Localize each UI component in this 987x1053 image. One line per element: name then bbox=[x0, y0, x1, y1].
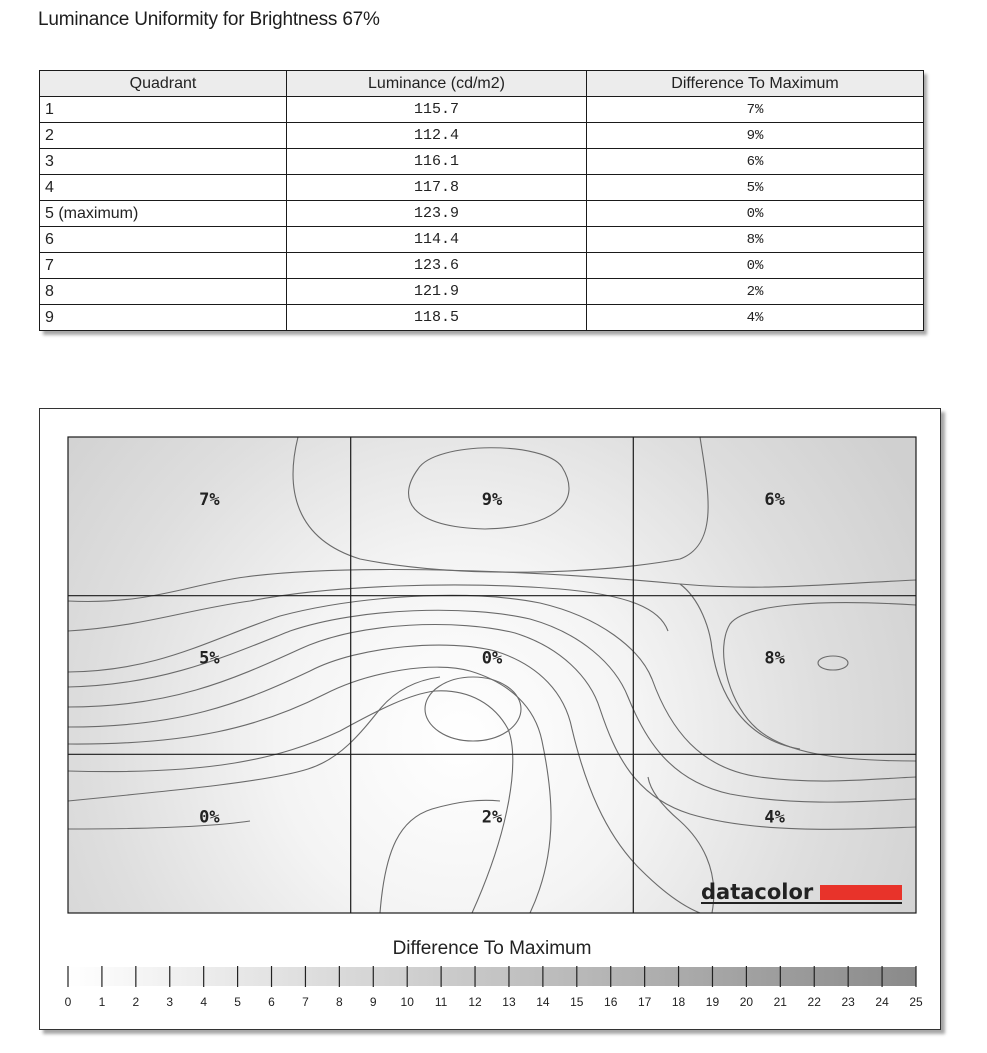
cell-quadrant: 6 bbox=[40, 227, 287, 253]
table-row bbox=[40, 227, 924, 253]
legend-tick-label: 20 bbox=[739, 995, 754, 1009]
cell-quadrant: 9 bbox=[40, 305, 287, 331]
legend-tick-label: 18 bbox=[671, 995, 686, 1009]
legend-tick-label: 24 bbox=[875, 995, 889, 1009]
luminance-table bbox=[39, 70, 924, 331]
cell-luminance: 112.4 bbox=[287, 123, 587, 149]
logo-text: datacolor bbox=[701, 880, 814, 904]
legend-tick-label: 10 bbox=[400, 995, 414, 1009]
cell-luminance: 123.9 bbox=[287, 201, 587, 227]
cell-luminance: 123.6 bbox=[287, 253, 587, 279]
cell-label: 9% bbox=[481, 490, 503, 510]
cell-difference: 5% bbox=[587, 175, 924, 201]
legend-tick-label: 16 bbox=[604, 995, 618, 1009]
table-row bbox=[40, 279, 924, 305]
cell-quadrant: 4 bbox=[40, 175, 287, 201]
cell-quadrant: 2 bbox=[40, 123, 287, 149]
cell-difference: 7% bbox=[587, 97, 924, 123]
cell-label: 0% bbox=[481, 648, 503, 669]
legend-tick-label: 25 bbox=[909, 995, 923, 1009]
table-row bbox=[40, 175, 924, 201]
legend-tick-label: 4 bbox=[200, 995, 208, 1009]
cell-label: 4% bbox=[764, 807, 785, 828]
legend-title: Difference To Maximum bbox=[392, 938, 592, 959]
cell-difference: 2% bbox=[587, 279, 924, 305]
legend-tick-label: 3 bbox=[166, 995, 174, 1009]
cell-luminance: 118.5 bbox=[287, 305, 587, 331]
luminance-table-container bbox=[39, 70, 923, 331]
cell-luminance: 117.8 bbox=[287, 175, 587, 201]
logo-bar bbox=[820, 885, 902, 900]
cell-quadrant: 5 (maximum) bbox=[40, 201, 287, 227]
legend-tick-label: 7 bbox=[302, 995, 309, 1009]
legend-tick-label: 13 bbox=[502, 995, 516, 1009]
legend-tick-label: 12 bbox=[468, 995, 482, 1009]
cell-luminance: 114.4 bbox=[287, 227, 587, 253]
cell-label: 8% bbox=[764, 648, 785, 669]
legend-tick-label: 5 bbox=[234, 995, 241, 1009]
column-header-difference: Difference To Maximum bbox=[587, 71, 924, 97]
column-header-quadrant: Quadrant bbox=[40, 71, 287, 97]
table-row bbox=[40, 123, 924, 149]
legend-tick-label: 14 bbox=[536, 995, 550, 1009]
cell-difference: 4% bbox=[587, 305, 924, 331]
cell-quadrant: 1 bbox=[40, 97, 287, 123]
cell-difference: 6% bbox=[587, 149, 924, 175]
cell-label: 2% bbox=[481, 807, 503, 828]
legend-tick-label: 2 bbox=[132, 995, 140, 1009]
cell-difference: 8% bbox=[587, 227, 924, 253]
legend-tick-label: 15 bbox=[570, 995, 584, 1009]
table-header-row bbox=[40, 71, 924, 97]
legend-tick-label: 21 bbox=[773, 995, 787, 1009]
column-header-luminance: Luminance (cd/m2) bbox=[287, 71, 587, 97]
cell-difference: 0% bbox=[587, 253, 924, 279]
cell-label: 0% bbox=[199, 807, 220, 828]
table-row bbox=[40, 149, 924, 175]
uniformity-contour-map bbox=[40, 409, 940, 1029]
page-title: Luminance Uniformity for Brightness 67% bbox=[38, 9, 380, 30]
legend-tick-label: 6 bbox=[268, 995, 275, 1009]
legend-tick-label: 19 bbox=[705, 995, 720, 1009]
cell-quadrant: 8 bbox=[40, 279, 287, 305]
legend-color-bar bbox=[68, 967, 916, 986]
legend-tick-label: 11 bbox=[434, 995, 448, 1009]
cell-luminance: 115.7 bbox=[287, 97, 587, 123]
table-row bbox=[40, 253, 924, 279]
cell-difference: 0% bbox=[587, 201, 924, 227]
cell-label: 7% bbox=[199, 490, 220, 510]
legend-tick-label: 17 bbox=[637, 995, 652, 1009]
table-row bbox=[40, 305, 924, 331]
legend-tick-label: 23 bbox=[841, 995, 855, 1009]
table-row bbox=[40, 201, 924, 227]
uniformity-map-panel bbox=[39, 408, 941, 1030]
legend-tick-label: 0 bbox=[64, 995, 72, 1009]
table-row bbox=[40, 97, 924, 123]
cell-luminance: 121.9 bbox=[287, 279, 587, 305]
legend-tick-label: 8 bbox=[336, 995, 343, 1009]
legend-tick-label: 9 bbox=[369, 995, 377, 1009]
cell-label: 6% bbox=[764, 490, 785, 510]
cell-quadrant: 7 bbox=[40, 253, 287, 279]
cell-luminance: 116.1 bbox=[287, 149, 587, 175]
cell-quadrant: 3 bbox=[40, 149, 287, 175]
legend-tick-label: 1 bbox=[98, 995, 106, 1009]
cell-label: 5% bbox=[199, 648, 220, 669]
legend-tick-label: 22 bbox=[807, 995, 821, 1009]
cell-difference: 9% bbox=[587, 123, 924, 149]
